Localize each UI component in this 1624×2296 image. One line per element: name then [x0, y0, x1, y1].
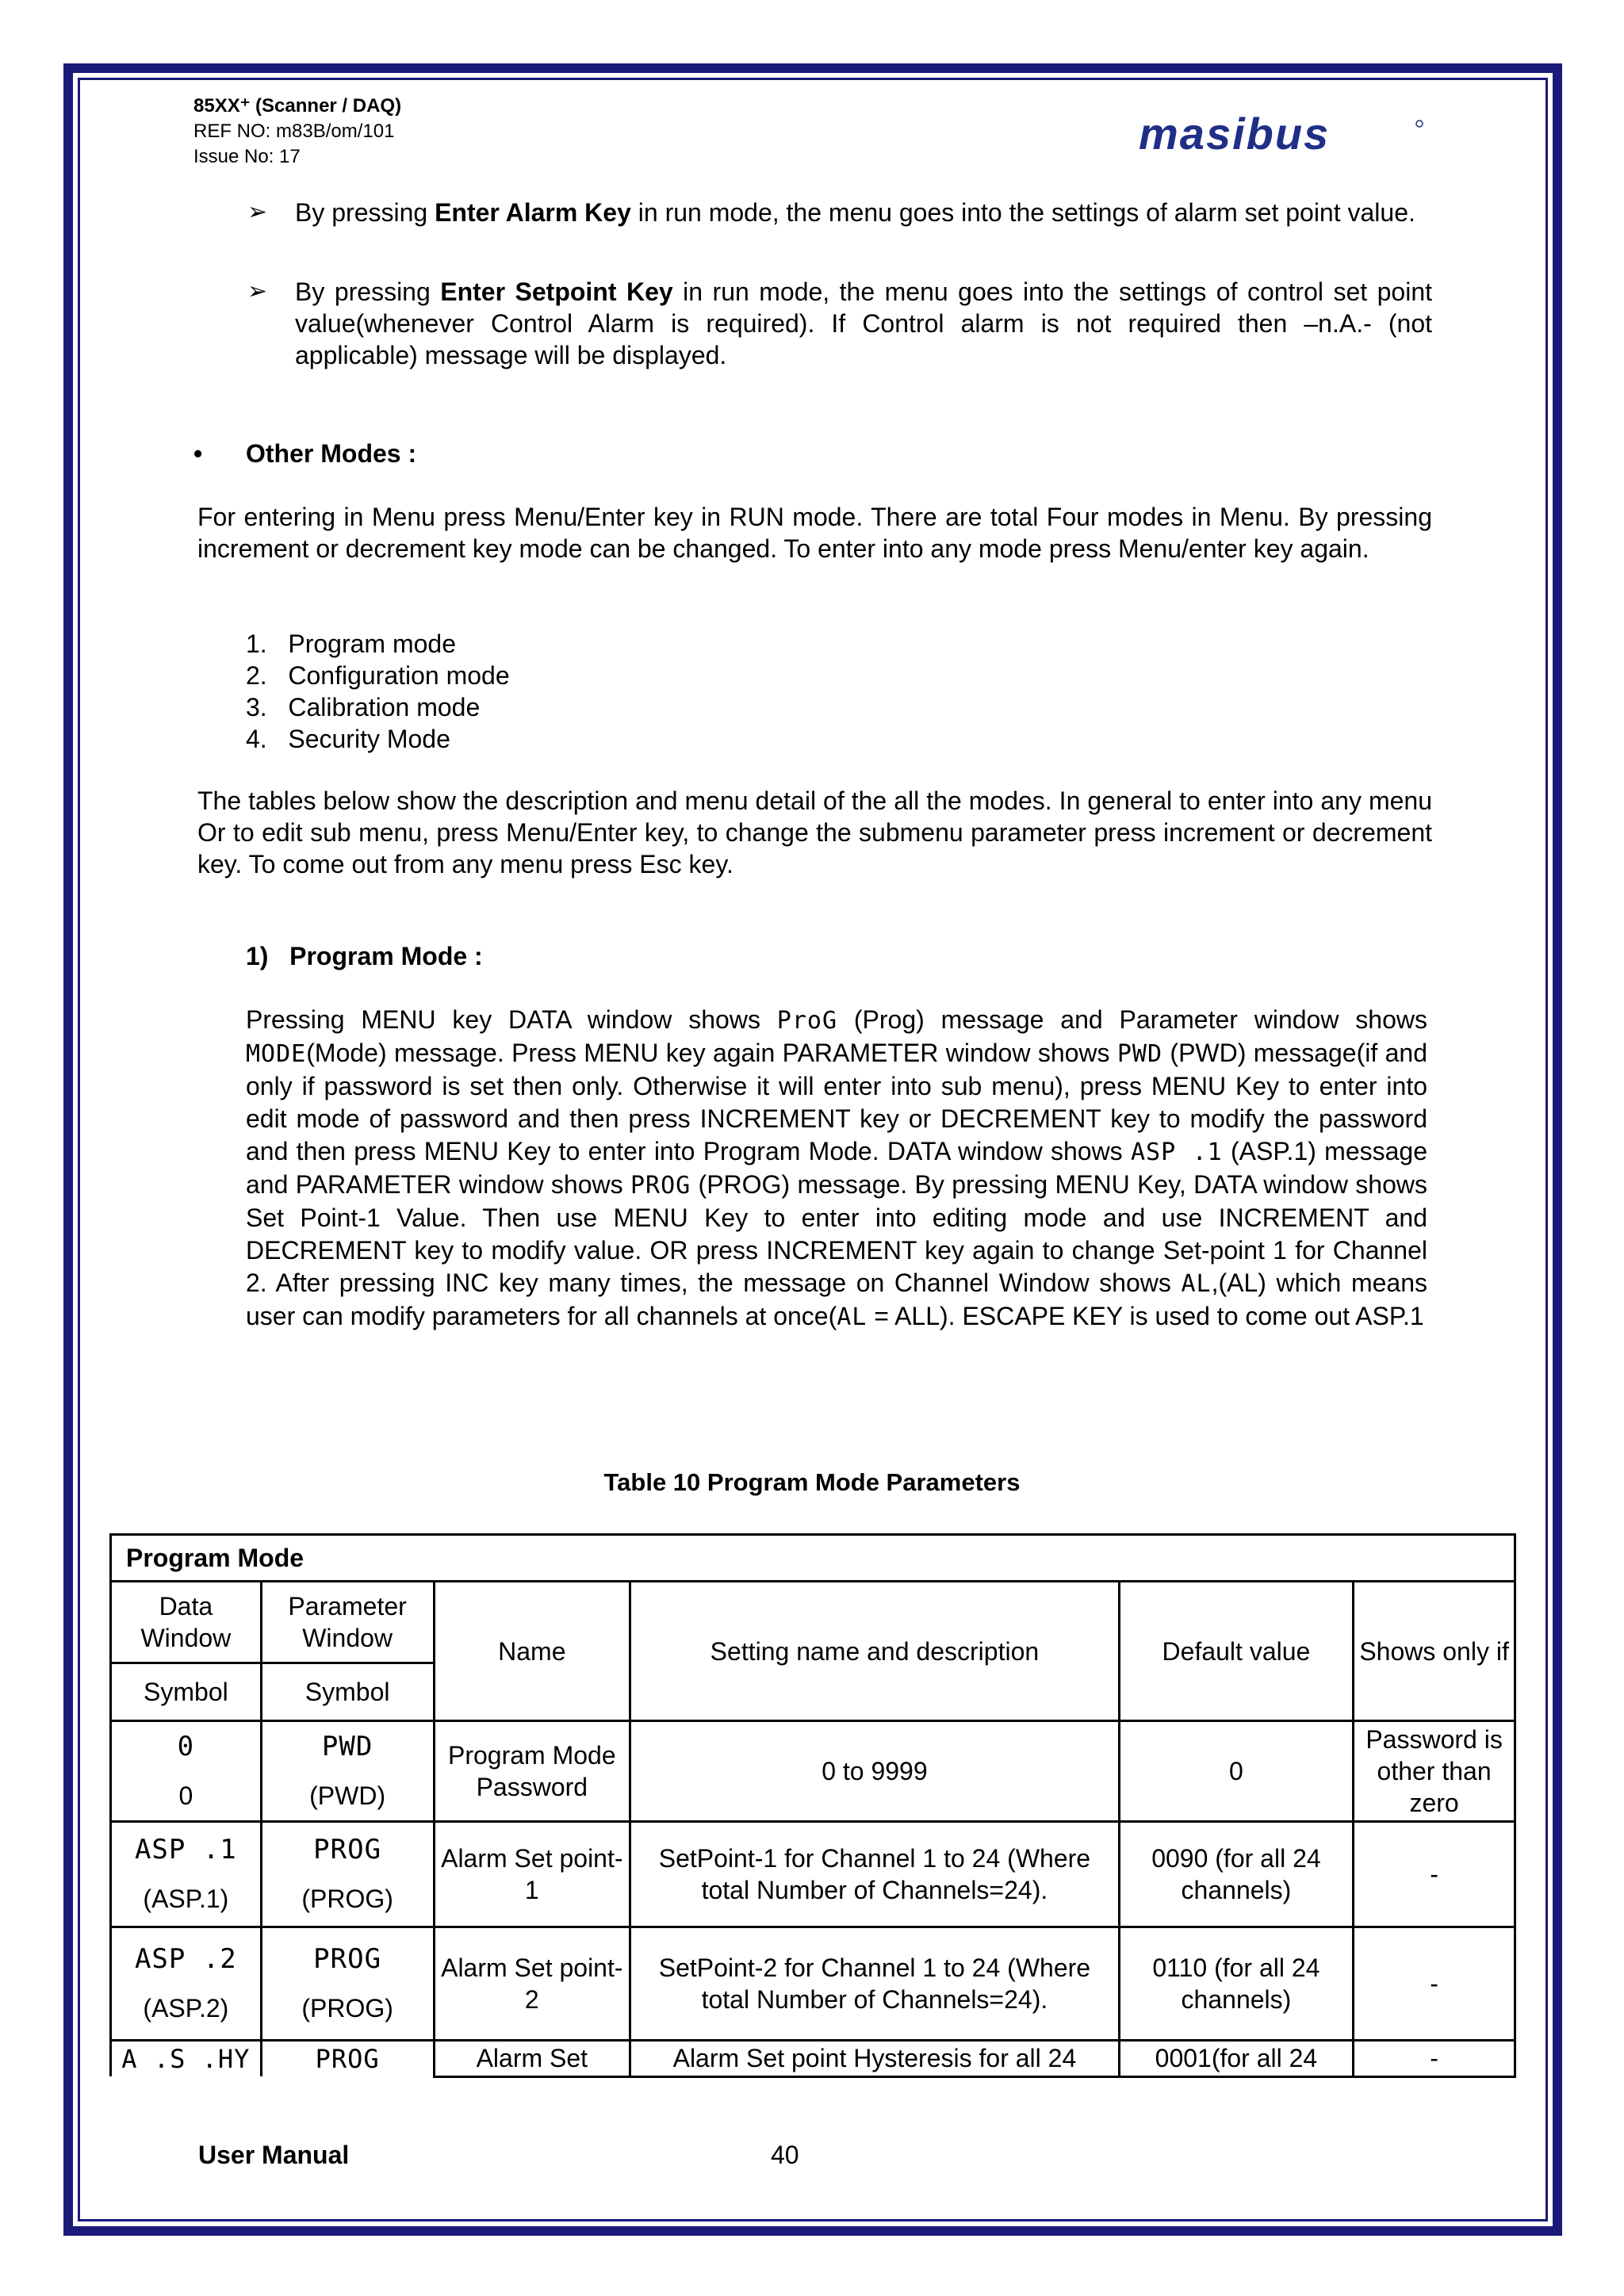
default-cell: 0110 (for all 24 channels) — [1119, 1927, 1353, 2041]
prog-symbol: ProG — [776, 1007, 838, 1035]
mode-list-item: 4. Security Mode — [246, 725, 450, 753]
table-title-row — [111, 1535, 1515, 1582]
al-symbol: AL — [837, 1303, 868, 1331]
header-shows: Shows only if — [1354, 1582, 1515, 1721]
shows-cell: - — [1354, 1927, 1515, 2041]
description-cell: SetPoint-2 for Channel 1 to 24 (Where total Number of Channels=24). — [630, 1927, 1120, 2041]
other-modes-intro: For entering in Menu press Menu/Enter key in RUN mode. There are total Four modes in Menu. By pressing increment or decrement key mode can be changed. To enter into any mode press Menu/enter key again. — [197, 503, 1432, 563]
shows-cell: - — [1354, 1822, 1515, 1927]
name-cell: Program Mode Password — [434, 1721, 630, 1822]
arrow-bullet-icon: ➢ — [247, 278, 268, 304]
header-symbol: Symbol — [261, 1663, 434, 1721]
bullet-dot-icon: • — [193, 439, 203, 468]
al-symbol: AL — [1181, 1270, 1212, 1298]
description-cell: SetPoint-1 for Channel 1 to 24 (Where total Number of Channels=24). — [630, 1822, 1120, 1927]
table-row — [111, 2041, 1515, 2077]
mode-list-item: 3. Calibration mode — [246, 693, 481, 721]
mode-list — [246, 628, 510, 755]
table-row — [111, 1822, 1515, 1927]
table-title: Program Mode — [111, 1535, 1515, 1582]
header-data-window: Data Window — [111, 1582, 262, 1663]
data-symbol-cell: A .S .HY — [111, 2041, 262, 2077]
data-symbol-cell: ASP .1 (ASP.1) — [111, 1822, 262, 1927]
mode-symbol: MODE — [246, 1040, 307, 1068]
description-cell: 0 to 9999 — [630, 1721, 1120, 1822]
arrow-bullet-icon: ➢ — [247, 199, 268, 225]
page-number: 40 — [771, 2141, 799, 2169]
mode-list-item: 1. Program mode — [246, 629, 456, 658]
default-cell: 0001(for all 24 — [1119, 2041, 1353, 2077]
other-modes-heading: Other Modes : — [246, 439, 417, 468]
masibus-logo — [1139, 111, 1424, 159]
table-row — [111, 1721, 1515, 1822]
bullet-enter-setpoint: By pressing Enter Setpoint Key in run mode, the menu goes into the settings of control set point value(whenever Control Alarm is required). If Control alarm is not required then –n.A.- (not applicable) message will be displayed. — [295, 277, 1433, 369]
header-symbol: Symbol — [111, 1663, 262, 1721]
prog-symbol: PROG — [630, 1172, 691, 1200]
data-symbol-cell: ASP .2 (ASP.2) — [111, 1927, 262, 2041]
footer-label: User Manual — [198, 2141, 350, 2169]
program-mode-heading: 1) Program Mode : — [246, 942, 483, 970]
table-header-row — [111, 1582, 1515, 1663]
header-ref: REF NO: m83B/om/101 — [193, 121, 395, 142]
shows-cell: - — [1354, 2041, 1515, 2077]
header-setting: Setting name and description — [630, 1582, 1120, 1721]
name-cell: Alarm Set — [434, 2041, 630, 2077]
header-product: 85XX⁺ (Scanner / DAQ) — [193, 95, 402, 117]
description-cell: Alarm Set point Hysteresis for all 24 — [630, 2041, 1120, 2077]
bullet-enter-alarm: By pressing Enter Alarm Key in run mode, the menu goes into the settings of alarm set point value. — [295, 198, 1415, 227]
data-symbol-cell: 0 0 — [111, 1721, 262, 1822]
name-cell: Alarm Set point-1 — [434, 1822, 630, 1927]
name-cell: Alarm Set point-2 — [434, 1927, 630, 2041]
tables-note: The tables below show the description and menu detail of the all the modes. In general to enter into any menu Or to edit sub menu, press Menu/Enter key, to change the submenu parameter press increment or decrement key. To come out from any menu press Esc key. — [197, 786, 1432, 878]
header-param-window: Parameter Window — [261, 1582, 434, 1663]
mode-list-item: 2. Configuration mode — [246, 661, 510, 690]
table-row — [111, 1927, 1515, 2041]
asp1-symbol: ASP .1 — [1130, 1138, 1223, 1166]
table-caption: Table 10 Program Mode Parameters — [603, 1468, 1021, 1496]
header-default: Default value — [1119, 1582, 1353, 1721]
header-name: Name — [434, 1582, 630, 1721]
param-symbol-cell: PWD (PWD) — [261, 1721, 434, 1822]
logo-text: masibus — [1139, 111, 1331, 159]
default-cell: 0 — [1119, 1721, 1353, 1822]
program-mode-description: Pressing MENU key DATA window shows ProG (Prog) message and Parameter window shows MODE(Mode) message. Press MENU key again PARAMETER window shows PWD (PWD) message(if and only if password is set then only. Otherwise it will enter into sub menu), press MENU Key to enter into edit mode of password and then press INCREMENT key or DECREMENT key to modify the password and then press MENU Key to enter into Program Mode. DATA window shows ASP .1 (ASP.1) message and PARAMETER window shows PROG (PROG) message. By pressing MENU Key, DATA window shows Set Point-1 Value. Then use MENU Key to enter into editing mode and use INCREMENT and DECREMENT key to modify value. OR press INCREMENT key again to change Set-point 1 for Channel 2. After pressing INC key many times, the message on Channel Window shows AL,(AL) which means user can modify parameters for all channels at once(AL = ALL). ESCAPE KEY is used to come out ASP.1 — [246, 1005, 1428, 1331]
pwd-symbol: PWD — [1116, 1040, 1163, 1068]
header-issue: Issue No: 17 — [193, 146, 301, 167]
param-symbol-cell: PROG (PROG) — [261, 1927, 434, 2041]
param-symbol-cell: PROG — [261, 2041, 434, 2077]
shows-cell: Password is other than zero — [1354, 1721, 1515, 1822]
program-mode-table — [109, 1533, 1516, 2078]
param-symbol-cell: PROG (PROG) — [261, 1822, 434, 1927]
document-header — [193, 94, 401, 170]
default-cell: 0090 (for all 24 channels) — [1119, 1822, 1353, 1927]
